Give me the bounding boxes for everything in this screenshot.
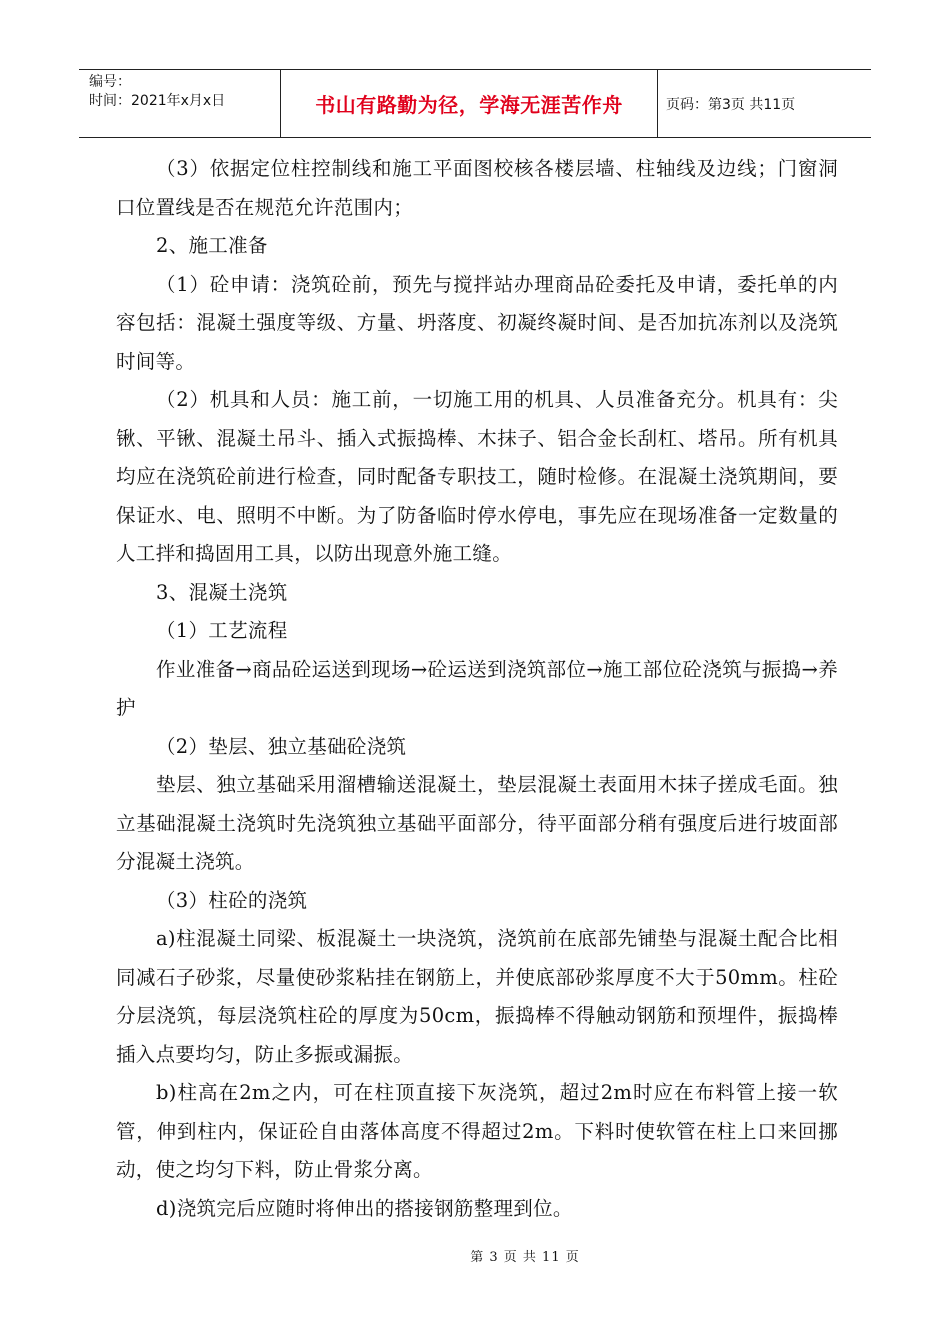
document-date: 时间：2021年x月x日 bbox=[89, 93, 226, 109]
paragraph-foundation-pouring: 垫层、独立基础采用溜槽输送混凝土，垫层混凝土表面用木抹子搓成毛面。独立基础混凝土浇筑时先浇筑独立基础平面部分，待平面部分稍有强度后进行坡面部分混凝土浇筑。 bbox=[116, 773, 838, 873]
paragraph-column-d: d)浇筑完后应随时将伸出的搭接钢筋整理到位。 bbox=[156, 1196, 573, 1220]
subheading-foundation-pouring: （2）垫层、独立基础砼浇筑 bbox=[156, 734, 407, 758]
paragraph-concrete-request: （1）砼申请：浇筑砼前，预先与搅拌站办理商品砼委托及申请，委托单的内容包括：混凝土强度等级、方量、坍落度、初凝终凝时间、是否加抗冻剂以及浇筑时间等。 bbox=[116, 272, 838, 373]
page-header bbox=[79, 69, 871, 138]
paragraph-tools-personnel: （2）机具和人员：施工前，一切施工用的机具、人员准备充分。机具有：尖锹、平锹、混凝土吊斗、插入式振捣棒、木抹子、铝合金长刮杠、塔吊。所有机具均应在浇筑砼前进行检查，同时配备专职技工，随时检修。在混凝土浇筑期间，要保证水、电、照明不中断。为了防备临时停水停电，事先应在现场准备一定数量的人工拌和捣固用工具，以防出现意外施工缝。 bbox=[116, 388, 838, 565]
section-heading-pouring: 3、混凝土浇筑 bbox=[156, 580, 288, 604]
header-page-info: 页码：第3页 共11页 bbox=[666, 96, 796, 113]
page-footer: 第 3 页 共 11 页 bbox=[470, 1250, 580, 1265]
subheading-process-flow: （1）工艺流程 bbox=[156, 619, 288, 642]
document-number-label: 编号： bbox=[89, 74, 131, 90]
paragraph-check-axis: （3）依据定位柱控制线和施工平面图校核各楼层墙、柱轴线及边线；门窗洞口位置线是否在规范允许范围内； bbox=[116, 157, 838, 219]
subheading-column-pouring: （3）柱砼的浇筑 bbox=[156, 888, 308, 912]
document-body bbox=[116, 150, 838, 1228]
header-motto: 书山有路勤为径，学海无涯苦作舟 bbox=[281, 70, 658, 137]
paragraph-column-a: a)柱混凝土同梁、板混凝土一块浇筑，浇筑前在底部先铺垫与混凝土配合比相同减石子砂浆，尽量使砂浆粘挂在钢筋上，并使底部砂浆厚度不大于50mm。柱砼分层浇筑，每层浇筑柱砼的厚度为50cm，振捣棒不得触动钢筋和预埋件，振捣棒插入点要均匀，防止多振或漏振。 bbox=[116, 927, 838, 1066]
header-meta bbox=[79, 70, 281, 137]
section-heading-preparation: 2、施工准备 bbox=[156, 234, 268, 257]
paragraph-process-flow: 作业准备→商品砼运送到现场→砼运送到浇筑部位→施工部位砼浇筑与振捣→养护 bbox=[116, 657, 838, 719]
paragraph-column-b: b)柱高在2m之内，可在柱顶直接下灰浇筑，超过2m时应在布料管上接一软管，伸到柱内，保证砼自由落体高度不得超过2m。下料时使软管在柱上口来回挪动，使之均匀下料，防止骨浆分离。 bbox=[116, 1081, 838, 1181]
